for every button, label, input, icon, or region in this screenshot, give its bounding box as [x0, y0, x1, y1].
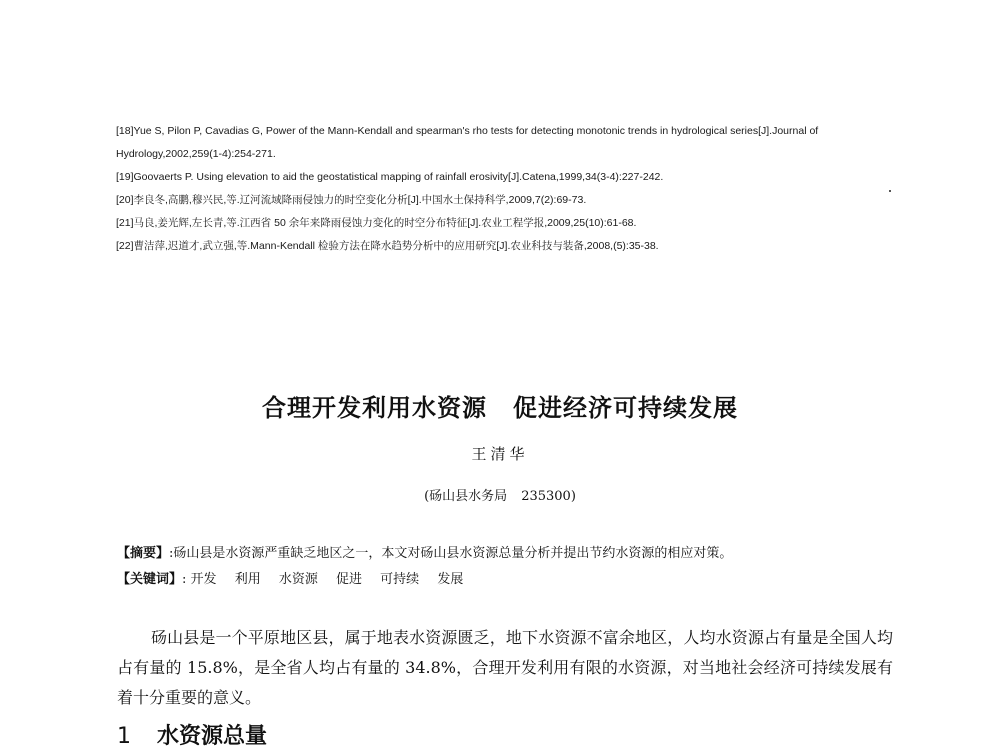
affiliation-org: (砀山县水务局	[424, 489, 508, 504]
reference-19: [19]Goovaerts P. Using elevation to aid the geostatistical mapping of rainfall erosivity[J].Catena,1999,34(3-4):227-242.	[116, 171, 664, 183]
article-title-part2: 促进经济可持续发展	[513, 394, 738, 422]
article-title	[0, 388, 1000, 423]
keyword: 利用	[234, 572, 261, 587]
keyword: 开发	[190, 572, 217, 587]
abstract-block	[117, 541, 897, 593]
section-number: 1	[117, 724, 131, 749]
affiliation-postcode: 235300)	[521, 489, 576, 504]
reference-18: [18]Yue S, Pilon P, Cavadias G, Power of the Mann-Kendall and spearman's rho tests for detecting monotonic trends in hydrological series[J].Journal of Hydrology,2002,259(1-4):254-271.	[116, 125, 819, 160]
reference-list	[116, 120, 896, 258]
abstract-line	[117, 541, 897, 567]
keyword: 可持续	[380, 572, 420, 587]
reference-21: [21]马良,姜光辉,左长青,等.江西省 50 余年来降雨侵蚀力变化的时空分布特征[J].农业工程学报,2009,25(10):61-68.	[116, 217, 637, 229]
abstract-label: 【摘要】	[117, 546, 170, 561]
keywords-label: 【关键词】	[117, 572, 183, 587]
section-title: 水资源总量	[157, 724, 268, 749]
keyword: 发展	[437, 572, 464, 587]
article-title-part1: 合理开发利用水资源	[262, 394, 487, 422]
reference-22: [22]曹洁萍,迟道才,武立强,等.Mann-Kendall 检验方法在降水趋势分析中的应用研究[J].农业科技与装备,2008,(5):35-38.	[116, 240, 659, 252]
keywords-line: 【关键词】: 开发 利用 水资源 促进 可持续 发展	[117, 572, 464, 587]
section-heading	[117, 719, 267, 750]
reference-20: [20]李良冬,高鹏,穆兴民,等.辽河流域降雨侵蚀力的时空变化分析[J].中国水土保持科学,2009,7(2):69-73.	[116, 194, 587, 206]
keyword: 促进	[336, 572, 363, 587]
article-affiliation	[0, 485, 1000, 504]
abstract-text: :砀山县是水资源严重缺乏地区之一，本文对砀山县水资源总量分析并提出节约水资源的相应对策。	[169, 546, 733, 561]
scan-speck	[889, 190, 891, 192]
intro-paragraph: 砀山县是一个平原地区县，属于地表水资源匮乏，地下水资源不富余地区，人均水资源占有量是全国人均占有量的 15.8%，是全省人均占有量的 34.8%，合理开发利用有限的水资源，对当地社会经济可持续发展有着十分重要的意义。	[117, 628, 893, 707]
article-author: 王清华	[471, 445, 529, 463]
keyword: 水资源	[278, 572, 318, 587]
